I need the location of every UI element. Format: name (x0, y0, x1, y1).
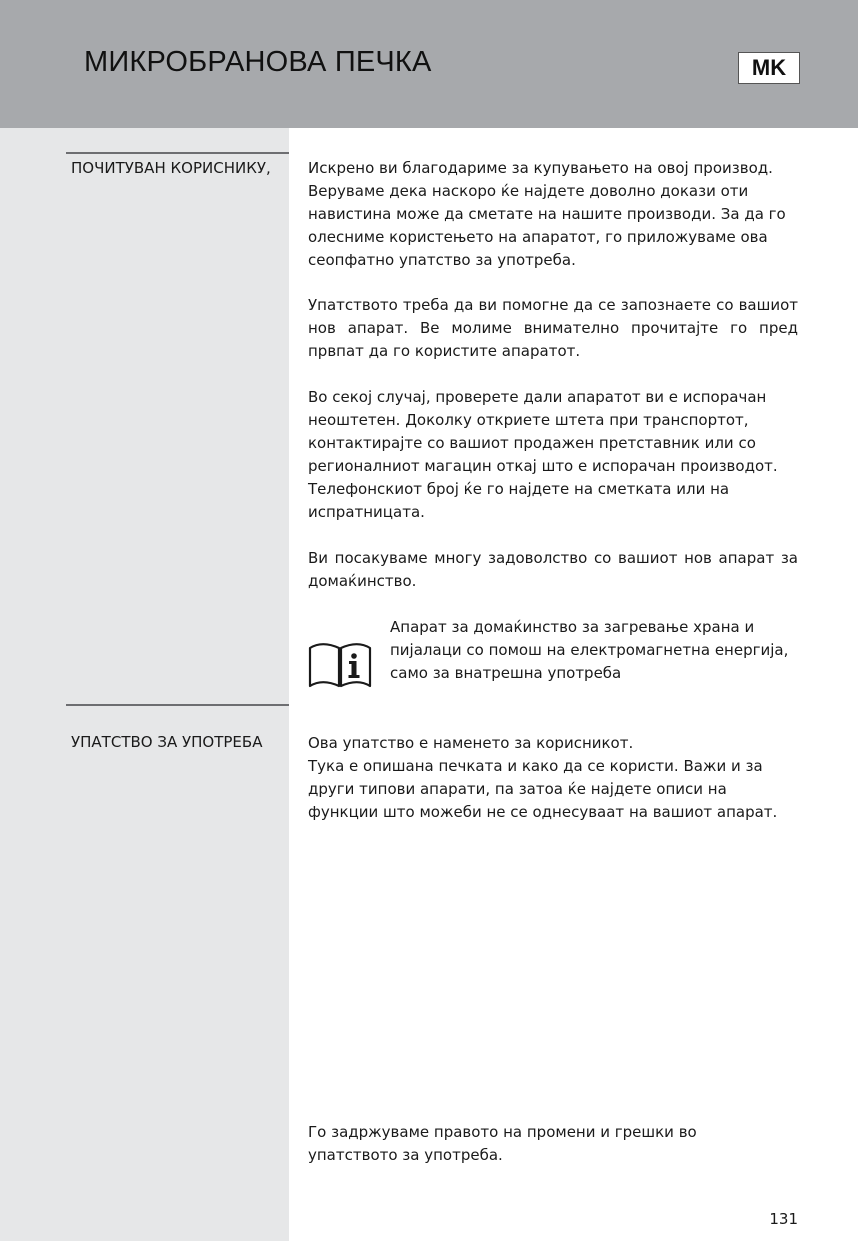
page-title: МИКРОБРАНОВА ПЕЧКА (84, 46, 432, 78)
page-header (0, 0, 858, 128)
manual-purpose-paragraph: Упатството треба да ви помогне да се запознаете со вашиот нов апарат. Ве молиме внимателно прочитајте го пред првпат да го користите апаратот. (308, 296, 798, 360)
manual-info-icon (308, 640, 372, 688)
page-number: 131 (769, 1210, 798, 1228)
manual-scope-paragraph: Тука е опишана печката и како да се користи. Важи и за други типови апарати, па затоа ќе најдете описи на функции што можеби не се однесуваат на вашиот апарат. (308, 757, 778, 821)
sidebar-column (0, 128, 289, 1241)
wishes-paragraph: Ви посакуваме многу задоволство со вашиот нов апарат за домаќинство. (308, 549, 798, 590)
section-divider (66, 152, 289, 154)
manual-for-user-paragraph: Ова упатство е наменето за корисникот. (308, 734, 634, 752)
language-badge: MK (738, 52, 800, 84)
section-label-user-manual: УПАТСТВО ЗА УПОТРЕБА (71, 733, 263, 751)
info-note-text: Апарат за домаќинство за загревање храна и пијалаци со помош на електромагнетна енергија, само за внатрешна употреба (390, 618, 789, 682)
section-label-dear-user: ПОЧИТУВАН КОРИСНИКУ, (71, 159, 271, 177)
damage-check-paragraph: Во секој случај, проверете дали апаратот ви е испорачан неоштетен. Доколку откриете штета при транспортот, контактирајте со вашиот продажен претставник или со регионалниот магацин откај што е испорачан производот. Телефонскиот број ќе го најдете на сметката или на испратницата. (308, 388, 778, 521)
intro-paragraph: Искрено ви благодариме за купувањето на овој производ. Веруваме дека наскоро ќе најдете доволно докази оти навистина може да сметате на нашите производи. За да го олесниме користењето на апаратот, го приложуваме ова сеопфатно упатство за употреба. (308, 159, 786, 269)
section-divider (66, 704, 289, 706)
footer-note: Го задржуваме правото на промени и грешки во упатството за употреба. (308, 1123, 697, 1164)
